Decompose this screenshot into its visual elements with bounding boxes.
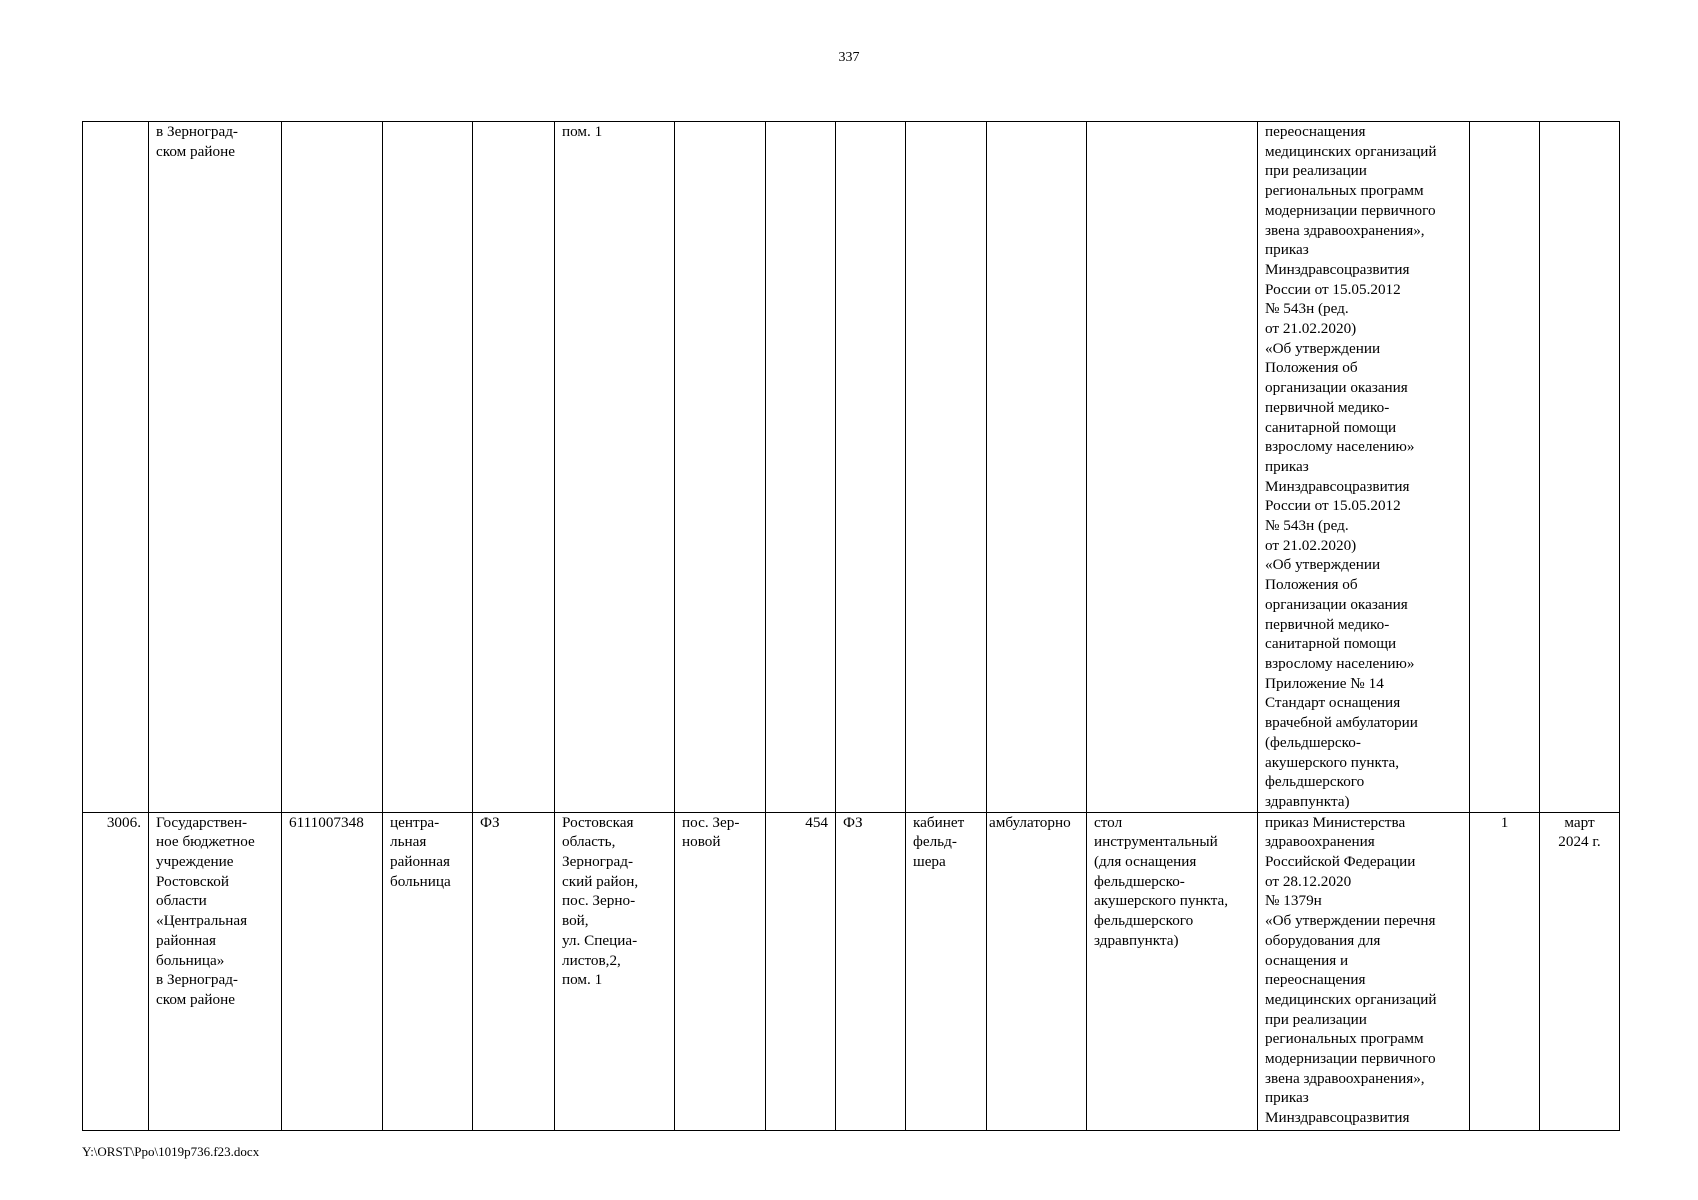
cell-number: [83, 122, 149, 813]
page-number: 337: [838, 50, 860, 65]
cell-population: [766, 122, 836, 813]
cell-date: март 2024 г.: [1540, 812, 1620, 1130]
cell-unit-type: [473, 122, 555, 813]
cell-population: 454: [766, 812, 836, 1130]
cell-org-type: центра- льная районная больница: [383, 812, 473, 1130]
cell-quantity: 1: [1470, 812, 1540, 1130]
cell-regulation: переоснащения медицинских организаций при реализации региональных программ модернизации первичного звена здравоохранения», приказ Минздравсоцразвития России от 15.05.2012 № 543н (ред. от 21.02.2020) «Об утверждении Положения об организации оказания первичной медико- санитарной помощи взрослому населению» приказ Минздравсоцразвития России от 15.05.2012 № 543н (ред. от 21.02.2020) «Об утверждении Положения об организации оказания первичной медико- санитарной помощи взрослому населению» Приложение № 14 Стандарт оснащения врачебной амбулатории (фельдшерско- акушерского пункта, фельдшерского здравпункта): [1258, 122, 1470, 813]
cell-number: 3006.: [83, 812, 149, 1130]
table-row-continuation: [83, 122, 1620, 813]
cell-care-form: амбулаторно: [987, 812, 1087, 1130]
cell-equipment: [1087, 122, 1258, 813]
cell-unit-code: ФЗ: [836, 812, 906, 1130]
cell-address: Ростовская область, Зерноград- ский район, пос. Зерно- вой, ул. Специа- листов,2, пом. 1: [555, 812, 675, 1130]
cell-settlement: [675, 122, 766, 813]
cell-inn: 6111007348: [282, 812, 383, 1130]
cell-care-form: [987, 122, 1087, 813]
cell-unit-type: ФЗ: [473, 812, 555, 1130]
cell-settlement: пос. Зер- новой: [675, 812, 766, 1130]
cell-address: пом. 1: [555, 122, 675, 813]
cell-date: [1540, 122, 1620, 813]
cell-quantity: [1470, 122, 1540, 813]
cell-equipment: стол инструментальный (для оснащения фельдшерско- акушерского пункта, фельдшерского здравпункта): [1087, 812, 1258, 1130]
cell-unit-code: [836, 122, 906, 813]
table-row: [83, 812, 1620, 1130]
cell-org-type: [383, 122, 473, 813]
cell-inn: [282, 122, 383, 813]
cell-organization-name: Государствен- ное бюджетное учреждение Ростовской области «Центральная районная больница» в Зерноград- ском районе: [149, 812, 282, 1130]
footer-file-path: Y:\ORST\Ppo\1019p736.f23.docx: [82, 1144, 260, 1159]
cell-room: кабинет фельд- шера: [906, 812, 987, 1130]
cell-organization-name: в Зерноград- ском районе: [149, 122, 282, 813]
cell-room: [906, 122, 987, 813]
cell-regulation: приказ Министерства здравоохранения Российской Федерации от 28.12.2020 № 1379н «Об утверждении перечня оборудования для оснащения и переоснащения медицинских организаций при реализации региональных программ модернизации первичного звена здравоохранения», приказ Минздравсоцразвития: [1258, 812, 1470, 1130]
equipment-table: [82, 121, 1620, 1131]
